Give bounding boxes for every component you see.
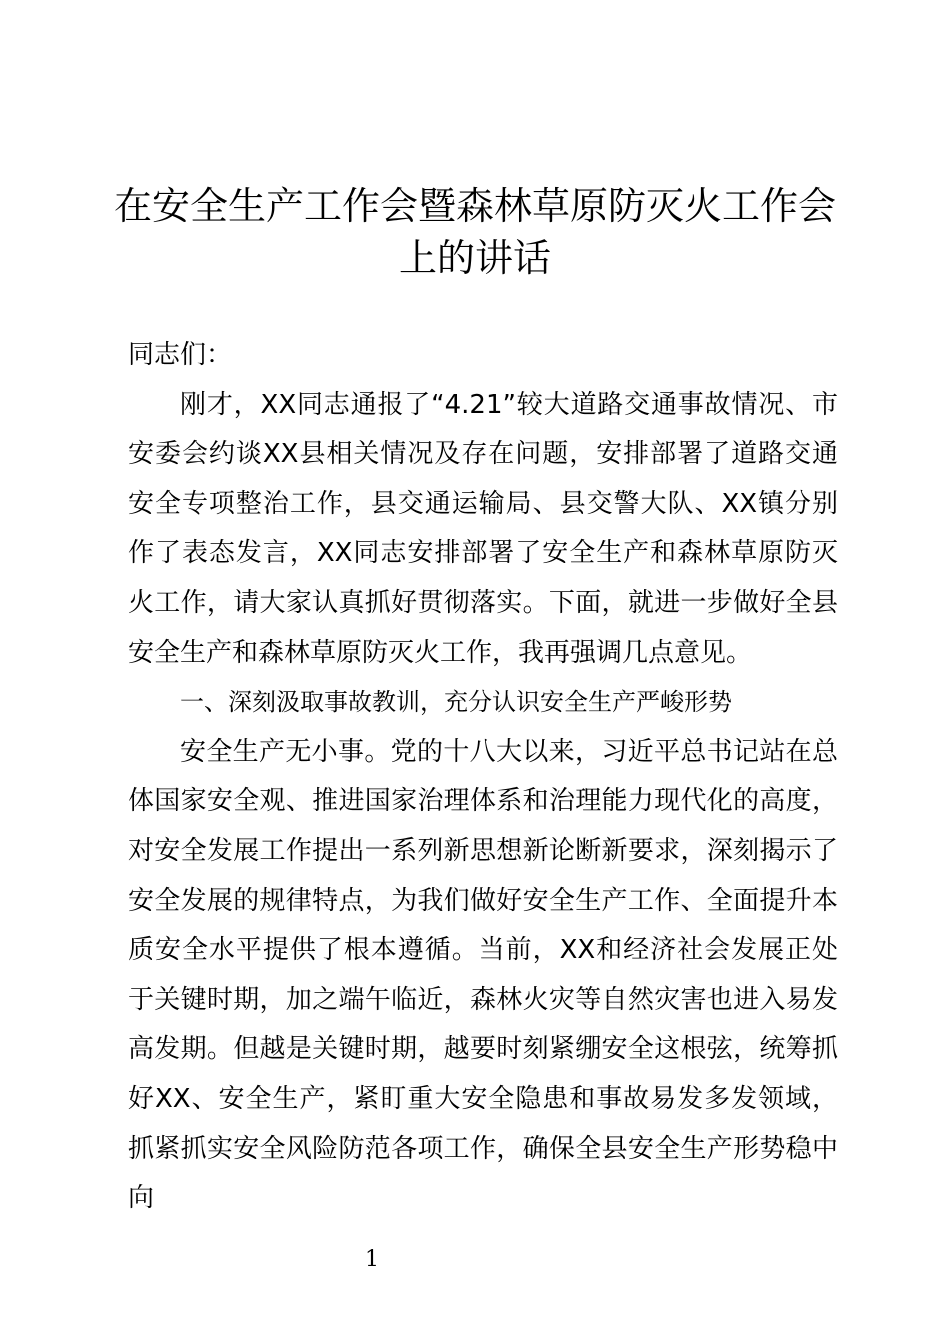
salutation: 同志们：: [128, 340, 233, 370]
document-body: [128, 331, 838, 1224]
page-number: 1: [365, 1247, 379, 1272]
section-heading-1: 一、深刻汲取事故教训，充分认识安全生产严峻形势: [180, 688, 732, 717]
document-title: 在安全生产工作会暨森林草原防灭火工作会上的讲话: [113, 184, 836, 280]
paragraph-section-1: 安全生产无小事。党的十八大以来，习近平总书记站在总体国家安全观、推进国家治理体系和治理能力现代化的高度，对安全发展工作提出一系列新思想新论断新要求，深刻揭示了安全发展的规律特点，为我们做好安全生产工作、全面提升本质安全水平提供了根本遵循。当前，XX和经济社会发展正处于关键时期，加之端午临近，森林火灾等自然灾害也进入易发高发期。但越是关键时期，越要时刻紧绷安全这根弦，统筹抓好XX、安全生产，紧盯重大安全隐患和事故易发多发领域，抓紧抓实安全风险防范各项工作，确保全县安全生产形势稳中向: [128, 736, 838, 1214]
paragraph-intro: 刚才，XX同志通报了“4.21”较大道路交通事故情况、市安委会约谈XX县相关情况及存在问题，安排部署了道路交通安全专项整治工作，县交通运输局、县交警大队、XX镇分别作了表态发言，XX同志安排部署了安全生产和森林草原防灭火工作，请大家认真抓好贯彻落实。下面，就进一步做好全县安全生产和森林草原防灭火工作，我再强调几点意见。: [128, 389, 838, 668]
